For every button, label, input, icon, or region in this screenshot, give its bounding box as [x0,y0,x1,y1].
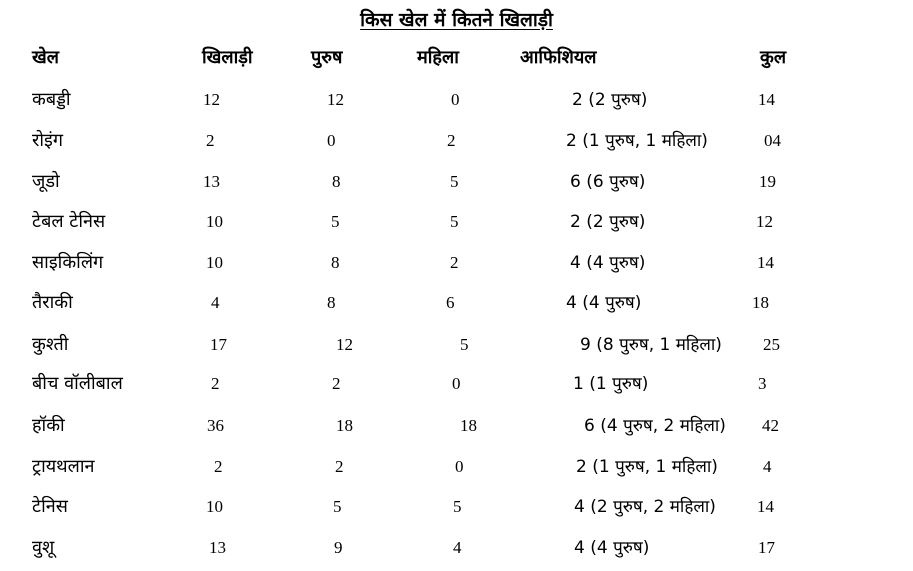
row-sport-name: कुश्ती [32,334,69,355]
row-total-count: 12 [756,212,773,231]
row-total-count: 14 [757,253,774,272]
row-players-count: 36 [207,416,224,435]
row-men-count: 12 [327,90,344,109]
row-officials: 9 (8 पुरुष, 1 महिला) [580,335,722,355]
row-women-count: 5 [453,497,462,516]
row-men-count: 2 [335,457,344,476]
row-officials: 6 (4 पुरुष, 2 महिला) [584,416,726,436]
row-officials: 2 (2 पुरुष) [570,212,646,232]
row-total-count: 3 [758,374,767,393]
row-men-count: 9 [334,538,343,557]
row-officials: 2 (2 पुरुष) [572,90,648,110]
row-players-count: 13 [203,172,220,191]
row-sport-name: कबड्डी [32,89,71,110]
row-women-count: 2 [450,253,459,272]
row-women-count: 6 [446,293,455,312]
row-women-count: 0 [455,457,464,476]
row-sport-name: हॉकी [32,415,65,436]
row-men-count: 8 [327,293,336,312]
row-officials: 4 (4 पुरुष) [574,538,650,558]
row-players-count: 17 [210,335,227,354]
row-sport-name: रोइंग [32,130,63,151]
row-women-count: 4 [453,538,462,557]
row-sport-name: टेबल टेनिस [32,211,106,232]
row-men-count: 8 [331,253,340,272]
row-officials: 2 (1 पुरुष, 1 महिला) [566,131,708,151]
row-men-count: 12 [336,335,353,354]
row-women-count: 0 [451,90,460,109]
row-players-count: 10 [206,253,223,272]
row-players-count: 4 [211,293,220,312]
row-officials: 4 (4 पुरुष) [566,293,642,313]
row-total-count: 17 [758,538,775,557]
row-players-count: 2 [206,131,215,150]
row-men-count: 2 [332,374,341,393]
row-men-count: 5 [333,497,342,516]
row-players-count: 2 [211,374,220,393]
row-men-count: 5 [331,212,340,231]
row-women-count: 2 [447,131,456,150]
row-officials: 1 (1 पुरुष) [573,374,649,394]
row-officials: 4 (4 पुरुष) [570,253,646,273]
table-title [0,6,913,32]
row-women-count: 5 [450,172,459,191]
table-title-text: किस खेल में कितने खिलाड़ी [360,9,553,31]
header-total: कुल [760,47,787,68]
row-total-count: 25 [763,335,780,354]
row-total-count: 42 [762,416,779,435]
row-women-count: 18 [460,416,477,435]
row-sport-name: तैराकी [32,292,73,313]
row-women-count: 0 [452,374,461,393]
row-sport-name: बीच वॉलीबाल [32,373,123,394]
row-sport-name: वुशू [32,537,55,558]
row-sport-name: जूडो [32,171,60,192]
row-total-count: 14 [758,90,775,109]
row-men-count: 18 [336,416,353,435]
row-players-count: 10 [206,497,223,516]
row-total-count: 19 [759,172,776,191]
row-sport-name: ट्रायथलान [32,456,95,477]
row-sport-name: साइकिलिंग [32,252,104,273]
row-officials: 6 (6 पुरुष) [570,172,646,192]
header-players: खिलाड़ी [202,47,253,68]
row-women-count: 5 [460,335,469,354]
row-men-count: 0 [327,131,336,150]
header-officials: आफिशियल [520,47,597,68]
row-players-count: 2 [214,457,223,476]
row-total-count: 4 [763,457,772,476]
row-players-count: 12 [203,90,220,109]
row-men-count: 8 [332,172,341,191]
row-total-count: 04 [764,131,781,150]
header-women: महिला [417,47,459,68]
row-officials: 2 (1 पुरुष, 1 महिला) [576,457,718,477]
header-sport: खेल [32,47,59,68]
row-officials: 4 (2 पुरुष, 2 महिला) [574,497,716,517]
row-total-count: 14 [757,497,774,516]
row-players-count: 10 [206,212,223,231]
row-sport-name: टेनिस [32,496,68,517]
header-men: पुरुष [311,47,343,68]
row-players-count: 13 [209,538,226,557]
row-total-count: 18 [752,293,769,312]
row-women-count: 5 [450,212,459,231]
